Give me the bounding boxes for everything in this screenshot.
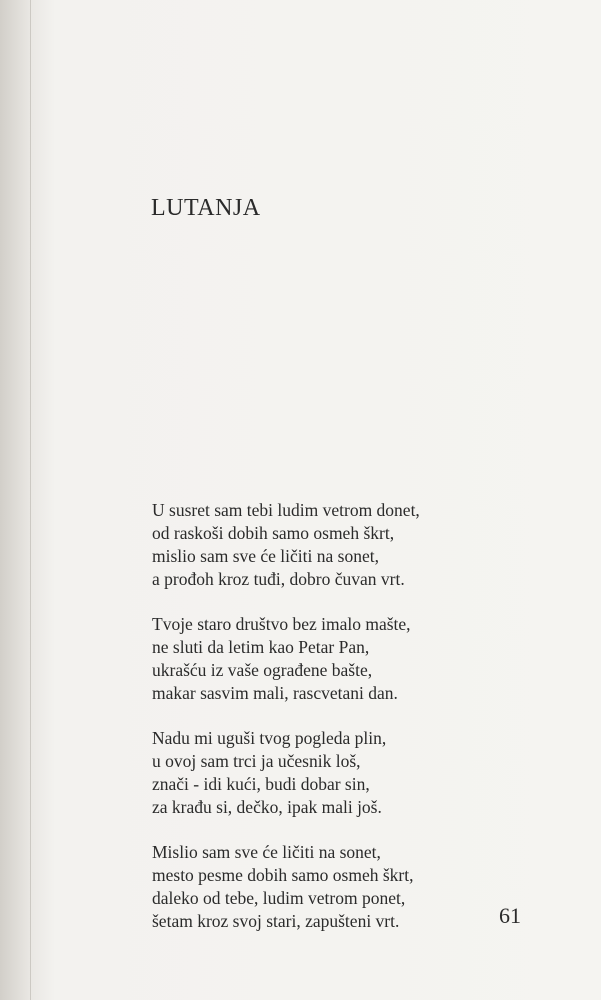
poem-line: od raskoši dobih samo osmeh škrt,	[152, 523, 395, 543]
poem-line: Nadu mi uguši tvog pogleda plin,	[152, 728, 387, 748]
poem-line: mislio sam sve će ličiti na sonet,	[152, 546, 379, 566]
poem-line: Mislio sam sve će ličiti na sonet,	[152, 842, 381, 862]
poem-title: LUTANJA	[151, 195, 261, 221]
poem-line: šetam kroz svoj stari, zapušteni vrt.	[152, 911, 400, 931]
poem-body	[152, 499, 532, 955]
poem-line: a prođoh kroz tuđi, dobro čuvan vrt.	[152, 569, 405, 589]
poem-line: znači - idi kući, budi dobar sin,	[152, 774, 370, 794]
poem-line: ne sluti da letim kao Petar Pan,	[152, 637, 370, 657]
poem-line: u ovoj sam trci ja učesnik loš,	[152, 751, 361, 771]
poem-line: mesto pesme dobih samo osmeh škrt,	[152, 865, 414, 885]
poem-line: U susret sam tebi ludim vetrom donet,	[152, 500, 420, 520]
poem-line: makar sasvim mali, rascvetani dan.	[152, 683, 398, 703]
poem-line: ukrašću iz vaše ograđene bašte,	[152, 660, 373, 680]
binding-edge	[30, 0, 31, 1000]
stanza-4	[152, 841, 532, 933]
stanza-2	[152, 613, 532, 705]
stanza-3	[152, 727, 532, 819]
stanza-1	[152, 499, 532, 591]
poem-line: Tvoje staro društvo bez imalo mašte,	[152, 614, 411, 634]
page-number: 61	[499, 903, 521, 928]
poem-line: daleko od tebe, ludim vetrom ponet,	[152, 888, 406, 908]
poem-line: za krađu si, dečko, ipak mali još.	[152, 797, 382, 817]
